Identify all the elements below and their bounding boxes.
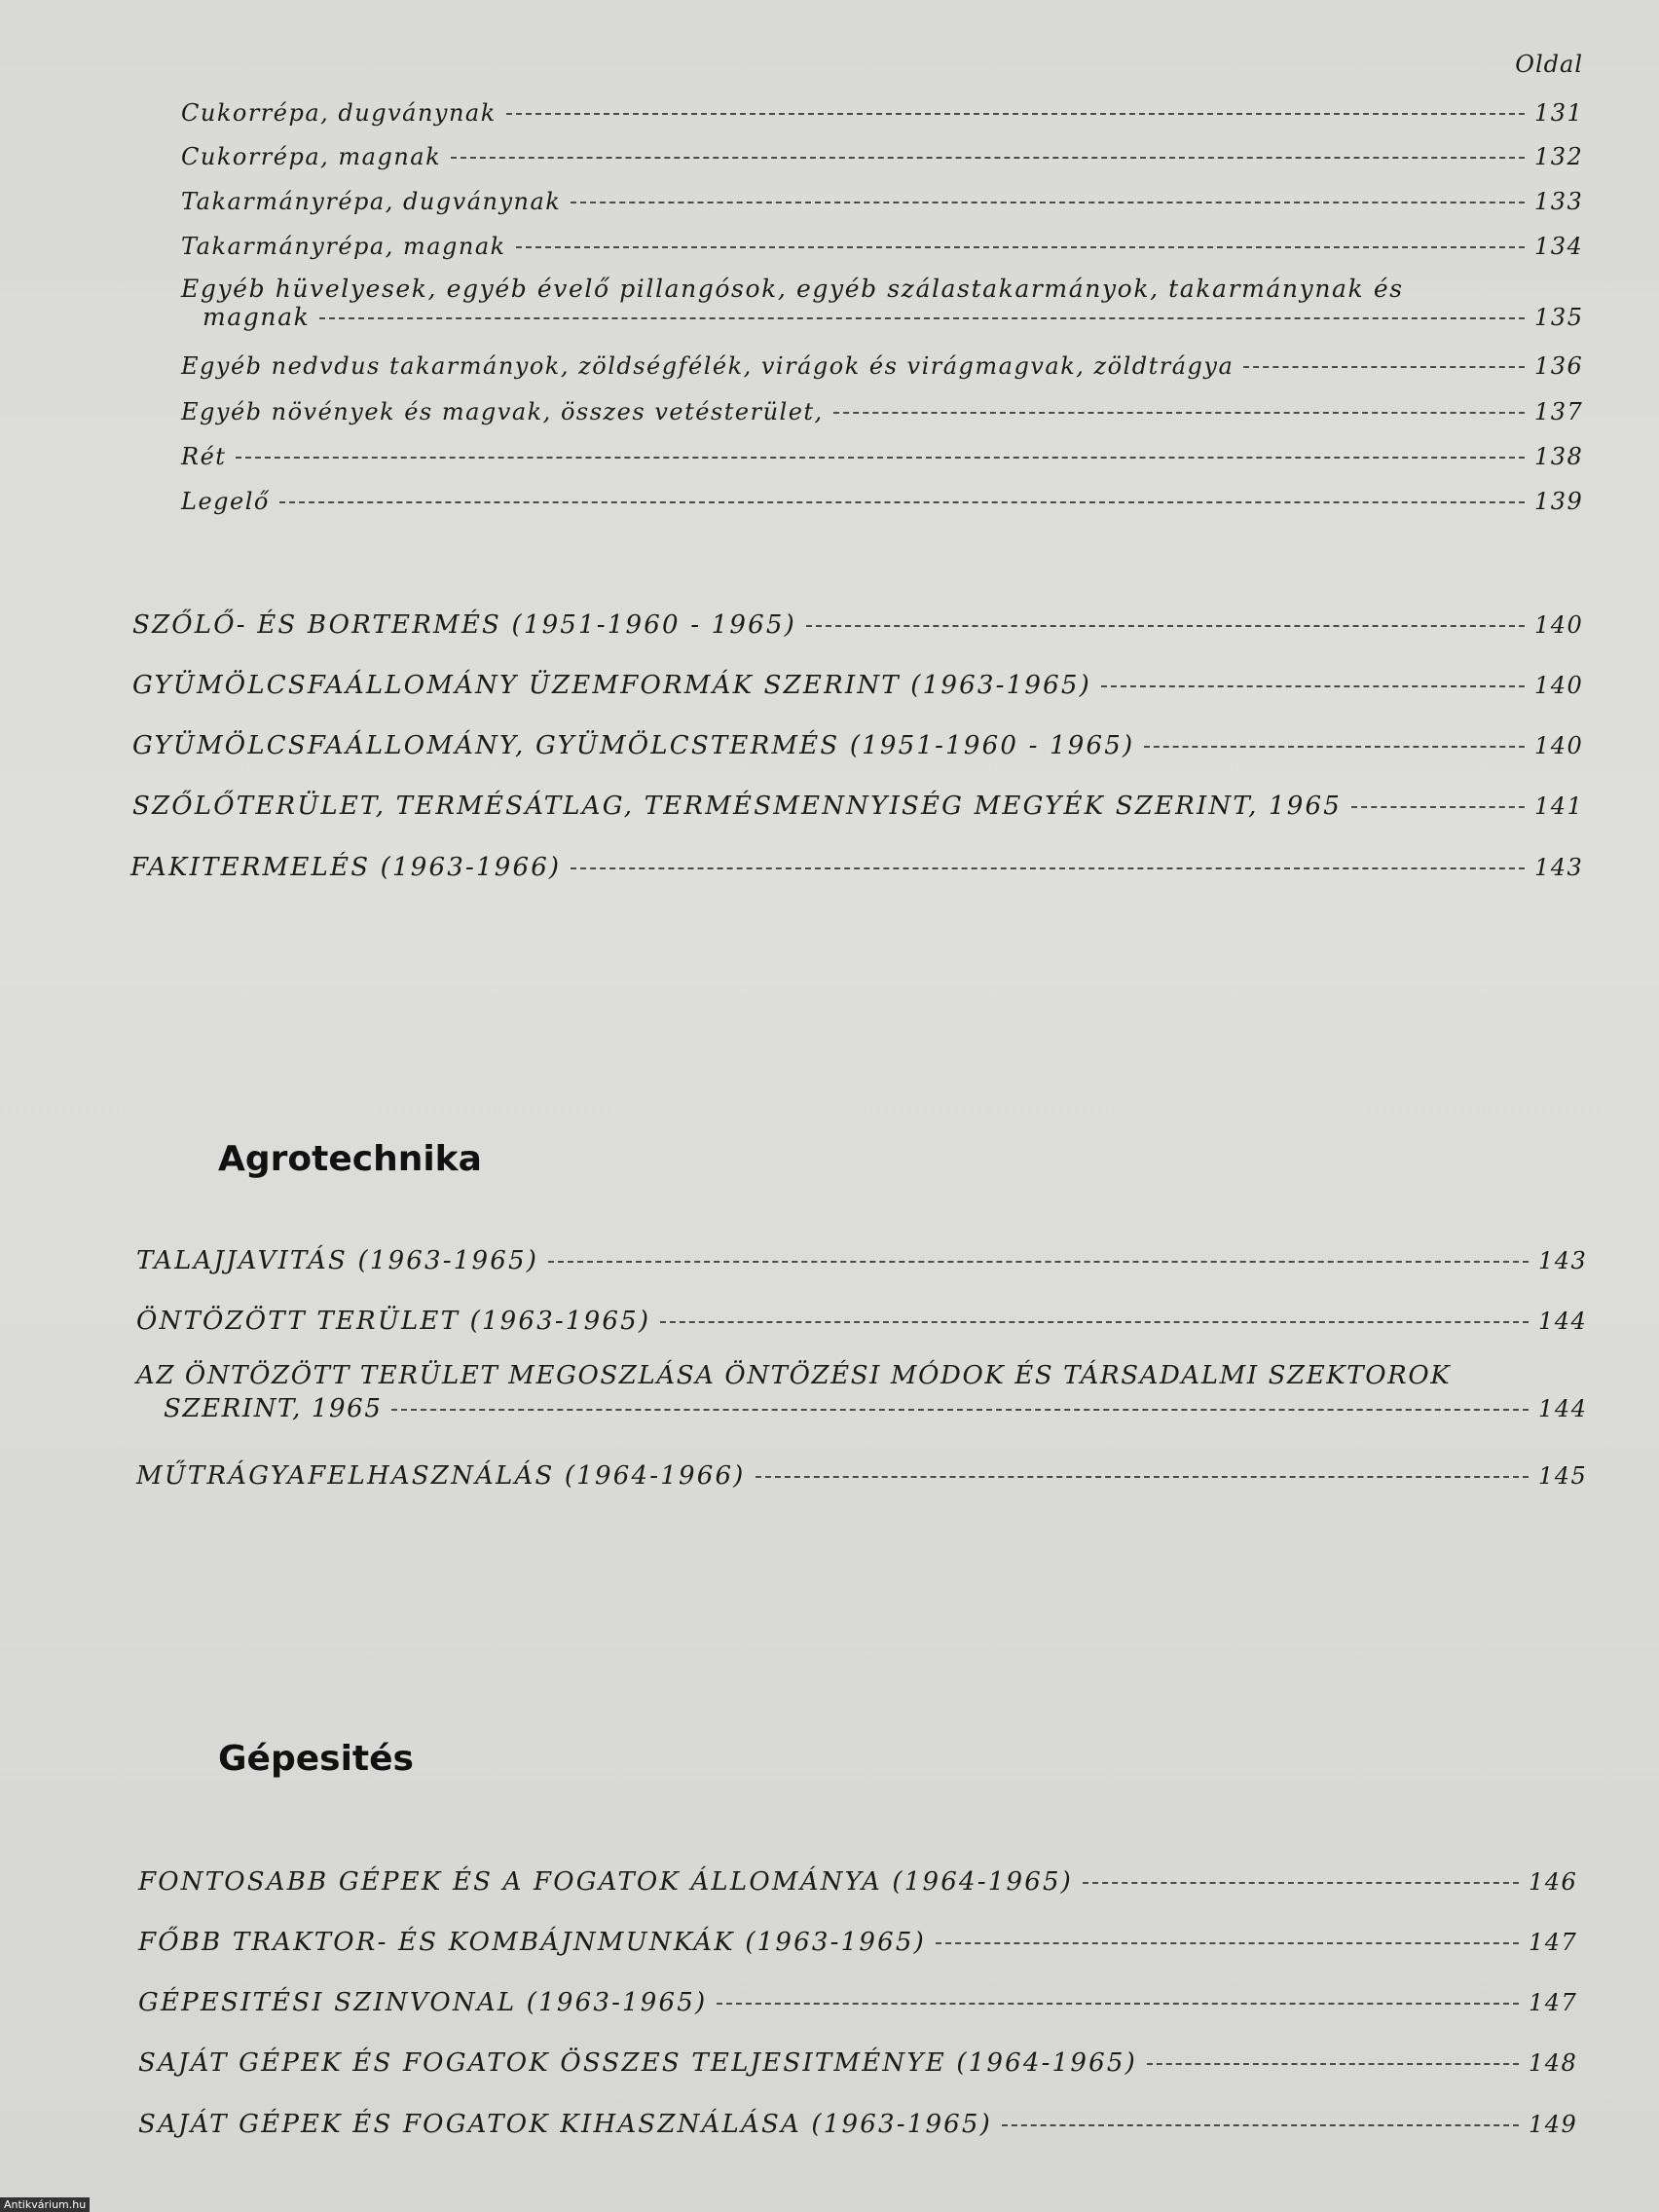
toc-entry-label: Egyéb növények és magvak, összes vetésterület,: [181, 398, 824, 425]
dot-leader: [319, 317, 1525, 319]
toc-entry-label: Legelő: [181, 488, 270, 515]
dot-leader: [391, 1409, 1529, 1411]
toc-entry: [181, 275, 1584, 331]
toc-entry-label: GYÜMÖLCSFAÁLLOMÁNY, GYÜMÖLCSTERMÉS (1951-1960 - 1965): [132, 731, 1135, 760]
toc-entry: [136, 1361, 1588, 1423]
toc-entry-label: Rét: [181, 443, 227, 470]
dot-leader: [1351, 806, 1525, 808]
toc-entry-page: 135: [1534, 304, 1584, 331]
dot-leader: [936, 1942, 1519, 1944]
toc-entry: [181, 99, 1584, 127]
toc-entry-label: SZŐLŐTERÜLET, TERMÉSÁTLAG, TERMÉSMENNYISÉG MEGYÉK SZERINT, 1965: [132, 792, 1342, 821]
toc-entry-page: 146: [1529, 1868, 1578, 1896]
toc-entry-label: Takarmányrépa, dugványnak: [181, 188, 562, 215]
toc-entry-label: MŰTRÁGYAFELHASZNÁLÁS (1964-1966): [136, 1461, 746, 1491]
page-column-header: Oldal: [1515, 51, 1583, 78]
toc-entry-label: Egyéb hüvelyesek, egyéb évelő pillangósok, egyéb szálastakarmányok, takarmánynak és: [181, 275, 1404, 303]
section-title-agrotechnika: Agrotechnika: [218, 1139, 482, 1179]
toc-entry-page: 148: [1529, 2049, 1578, 2077]
dot-leader: [1243, 366, 1525, 368]
toc-entry: [136, 1246, 1588, 1275]
toc-entry-label: Takarmányrépa, magnak: [181, 233, 506, 260]
toc-entry-label: SZŐLŐ- ÉS BORTERMÉS (1951-1960 - 1965): [132, 610, 796, 640]
dot-leader: [833, 412, 1525, 414]
dot-leader: [236, 457, 1525, 459]
dot-leader: [571, 202, 1525, 203]
toc-entry: [132, 792, 1584, 821]
toc-entry-label: Cukorrépa, dugványnak: [181, 99, 497, 127]
toc-entry: [181, 233, 1584, 260]
dot-leader: [548, 1261, 1529, 1263]
toc-entry: [181, 188, 1584, 215]
toc-entry-page: 136: [1534, 352, 1584, 380]
dot-leader: [1147, 2063, 1519, 2065]
toc-entry: [181, 488, 1584, 515]
toc-entry-page: 139: [1534, 488, 1584, 515]
toc-entry-label: FŐBB TRAKTOR- ÉS KOMBÁJNMUNKÁK (1963-1965): [138, 1928, 926, 1957]
toc-entry: [132, 731, 1584, 760]
dot-leader: [571, 867, 1525, 869]
dot-leader: [756, 1476, 1529, 1478]
dot-leader: [1002, 2124, 1519, 2126]
dot-leader: [516, 246, 1525, 248]
toc-entry-page: 134: [1534, 233, 1584, 260]
toc-entry: [181, 143, 1584, 170]
section-title-gepesites: Gépesités: [218, 1739, 414, 1779]
toc-entry: [130, 853, 1584, 882]
toc-entry-label: Egyéb nedvdus takarmányok, zöldségfélék, virágok és virágmagvak, zöldtrágya: [181, 352, 1235, 380]
toc-entry: [181, 398, 1584, 425]
dot-leader: [1144, 746, 1525, 748]
toc-entry-label: GYÜMÖLCSFAÁLLOMÁNY ÜZEMFORMÁK SZERINT (1963-1965): [132, 671, 1091, 700]
toc-entry-page: 137: [1534, 398, 1584, 425]
toc-entry: [132, 671, 1584, 700]
dot-leader: [451, 157, 1525, 159]
dot-leader: [1101, 685, 1525, 687]
toc-entry: [138, 2110, 1578, 2139]
toc-entry: [181, 443, 1584, 470]
toc-entry: [136, 1307, 1588, 1336]
dot-leader: [806, 625, 1525, 627]
toc-entry-label-cont: magnak: [203, 303, 311, 331]
dot-leader: [1083, 1882, 1519, 1884]
toc-entry: [136, 1461, 1588, 1491]
dot-leader: [506, 113, 1525, 115]
toc-entry-page: 147: [1529, 1929, 1578, 1956]
dot-leader: [660, 1321, 1529, 1323]
toc-entry: [138, 1867, 1578, 1897]
toc-entry-page: 145: [1538, 1462, 1588, 1490]
toc-entry-page: 143: [1534, 854, 1584, 881]
toc-entry: [181, 352, 1584, 380]
toc-entry-page: 147: [1529, 1989, 1578, 2016]
watermark: Antikvárium.hu: [0, 2197, 90, 2212]
toc-entry-page: 133: [1534, 188, 1584, 215]
dot-leader: [717, 2003, 1519, 2005]
toc-entry: [138, 1988, 1578, 2017]
toc-entry-page: 149: [1529, 2111, 1578, 2138]
toc-entry-page: 140: [1534, 732, 1584, 759]
toc-entry-label: SAJÁT GÉPEK ÉS FOGATOK ÖSSZES TELJESITMÉNYE (1964-1965): [138, 2048, 1137, 2078]
toc-entry-page: 138: [1534, 443, 1584, 470]
toc-entry-label: FAKITERMELÉS (1963-1966): [130, 853, 562, 882]
toc-entry-page: 144: [1538, 1308, 1588, 1335]
toc-entry-label: SAJÁT GÉPEK ÉS FOGATOK KIHASZNÁLÁSA (1963-1965): [138, 2110, 993, 2139]
toc-entry-label-cont: SZERINT, 1965: [164, 1394, 383, 1423]
toc-entry-label: Cukorrépa, magnak: [181, 143, 442, 170]
toc-entry-page: 140: [1534, 611, 1584, 639]
toc-entry-page: 143: [1538, 1247, 1588, 1274]
toc-entry-page: 144: [1538, 1395, 1588, 1422]
toc-entry: [138, 2048, 1578, 2078]
toc-entry-page: 131: [1534, 99, 1584, 127]
toc-entry-page: 140: [1534, 672, 1584, 699]
toc-entry-label: TALAJJAVITÁS (1963-1965): [136, 1246, 539, 1275]
toc-entry-page: 141: [1534, 793, 1584, 820]
toc-entry-label: ÖNTÖZÖTT TERÜLET (1963-1965): [136, 1307, 651, 1336]
toc-entry: [138, 1928, 1578, 1957]
toc-entry-label: FONTOSABB GÉPEK ÉS A FOGATOK ÁLLOMÁNYA (1964-1965): [138, 1867, 1074, 1897]
toc-entry-label: AZ ÖNTÖZÖTT TERÜLET MEGOSZLÁSA ÖNTÖZÉSI MÓDOK ÉS TÁRSADALMI SZEKTOROK: [136, 1361, 1452, 1390]
toc-entry: [132, 610, 1584, 640]
toc-entry-page: 132: [1534, 143, 1584, 170]
toc-entry-label: GÉPESITÉSI SZINVONAL (1963-1965): [138, 1988, 708, 2017]
dot-leader: [279, 501, 1525, 503]
